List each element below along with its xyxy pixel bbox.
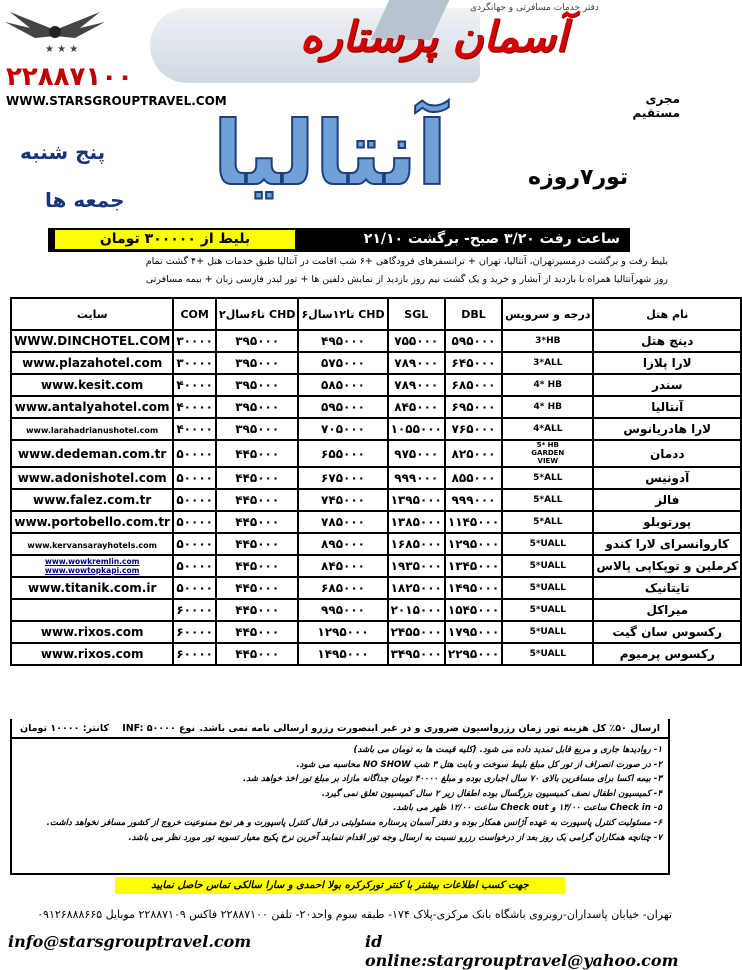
destination-title: آنتالیا xyxy=(212,102,448,205)
cell-dbl xyxy=(445,511,502,533)
hotel-website[interactable]: www.falez.com.tr xyxy=(33,493,152,507)
cell-value: 5*UALL xyxy=(529,627,567,637)
cell-dbl xyxy=(445,418,502,440)
cell-chd1 xyxy=(298,352,387,374)
cell-value: ۱۶۸۵۰۰۰ xyxy=(390,537,442,551)
cell-value: ۳۴۹۵۰۰۰ xyxy=(390,647,442,661)
header-sgl: SGL xyxy=(388,298,445,330)
cell-value: ۵۰۰۰۰ xyxy=(176,471,213,485)
cell-value: 5*ALL xyxy=(533,517,563,527)
cell-value: ۹۹۹۰۰۰ xyxy=(451,493,496,507)
cell-value: رکسوس سان گیت xyxy=(612,625,723,639)
cell-value: ۹۹۹۰۰۰ xyxy=(394,471,439,485)
note-item: ۲- در صورت انصراف از تور کل مبلغ بلیط سوخت و بابت هتل ۳ شب NO SHOW محاسبه می شود. xyxy=(296,759,662,770)
cell-sgl xyxy=(388,352,445,374)
cell-hotel xyxy=(593,374,741,396)
hotel-website[interactable]: www.larahadrianushotel.com xyxy=(26,426,159,435)
cell-value: ۷۶۵۰۰۰ xyxy=(451,422,496,436)
cell-chd1 xyxy=(298,489,387,511)
cell-sgl xyxy=(388,599,445,621)
cell-chd1 xyxy=(298,330,387,352)
cell-chd1 xyxy=(298,599,387,621)
cell-value: پورتوبلو xyxy=(643,515,692,529)
cell-value: ۷۸۹۰۰۰ xyxy=(394,378,439,392)
cell-site[interactable] xyxy=(11,374,173,396)
cell-hotel xyxy=(593,352,741,374)
table-row xyxy=(11,396,741,418)
cell-site[interactable] xyxy=(11,621,173,643)
cell-value: ۴۴۵۰۰۰ xyxy=(235,581,280,595)
cell-hotel xyxy=(593,396,741,418)
cell-chd1 xyxy=(298,621,387,643)
cell-value: ۶۰۰۰۰ xyxy=(176,647,213,661)
cell-com xyxy=(173,577,216,599)
cell-value: ۷۸۹۰۰۰ xyxy=(394,356,439,370)
table-header-row xyxy=(11,298,741,330)
header-grade: درجه و سرویس xyxy=(502,298,593,330)
cell-value: ۴۴۵۰۰۰ xyxy=(235,446,280,461)
cell-grade xyxy=(502,643,593,665)
cell-dbl xyxy=(445,330,502,352)
cell-value: رکسوس پرمیوم xyxy=(619,647,715,661)
hotel-website-link[interactable]: www.wowtopkapi.com xyxy=(44,566,140,575)
cell-site xyxy=(11,599,173,621)
cell-chd1 xyxy=(298,577,387,599)
cell-value: کاروانسرای لارا کندو xyxy=(605,537,730,551)
address-line: تهران- خیابان پاسداران-روبروی باشگاه بانک مرکزی-پلاک ۱۷۴- طبقه سوم واحد۲۰- تلفن ۲۲۸۸۷۱۰۰ فاکس ۲۲۸۸۷۱۰۹ موبایل ۰۹۱۲۶۸۸۸۶۶۵ xyxy=(37,908,672,921)
cell-hotel xyxy=(593,467,741,489)
note-item: ۷- چنانچه همکاران گرامی یک روز بعد از درخواست رزرو نسبت به ارسال وجه تور اقدام ننمایند آخرین نرخ پکیج معیار تسویه تور مورد نظر می باشد. xyxy=(128,832,662,843)
cell-value: 4*ALL xyxy=(533,424,563,434)
cell-value: ۶۹۵۰۰۰ xyxy=(451,400,496,414)
cell-sgl xyxy=(388,489,445,511)
cell-value: 5*UALL xyxy=(529,583,567,593)
cell-value: ۱۱۴۵۰۰۰ xyxy=(447,515,500,529)
hotel-website[interactable]: www.plazahotel.com xyxy=(22,356,163,370)
cell-value: دینچ هتل xyxy=(641,334,694,348)
table-row xyxy=(11,599,741,621)
cell-value: ۸۹۵۰۰۰ xyxy=(321,537,365,551)
cell-chd1 xyxy=(298,555,387,577)
cell-value: ۱۰۵۵۰۰۰ xyxy=(390,422,442,436)
cell-value: ۴۴۵۰۰۰ xyxy=(235,647,280,661)
cell-value: سندر xyxy=(651,378,683,392)
cell-value: ۴۹۵۰۰۰ xyxy=(321,334,365,348)
hotel-website[interactable]: www.titanik.com.ir xyxy=(27,581,157,595)
cell-grade xyxy=(502,418,593,440)
cell-value: 5* HB GARDEN VIEW xyxy=(531,441,565,465)
cell-value: ۲۴۵۵۰۰۰ xyxy=(390,625,442,639)
cell-value: ۵۰۰۰۰ xyxy=(176,581,213,595)
cell-dbl xyxy=(445,352,502,374)
cell-sgl xyxy=(388,467,445,489)
cell-chd2 xyxy=(216,330,298,352)
cell-site[interactable] xyxy=(11,577,173,599)
cell-value: فالز xyxy=(655,493,680,507)
cell-sgl xyxy=(388,330,445,352)
cell-sgl xyxy=(388,511,445,533)
cell-value: ۱۹۳۵۰۰۰ xyxy=(390,559,442,573)
cell-site[interactable] xyxy=(11,467,173,489)
cell-dbl xyxy=(445,643,502,665)
cell-value: ۶۴۵۰۰۰ xyxy=(451,356,496,370)
header-dbl: DBL xyxy=(445,298,502,330)
cell-hotel xyxy=(593,599,741,621)
cell-hotel xyxy=(593,577,741,599)
cell-com xyxy=(173,330,216,352)
agency-name: آسمان پرستاره xyxy=(300,12,568,61)
cell-hotel xyxy=(593,533,741,555)
cell-com xyxy=(173,374,216,396)
table-row xyxy=(11,330,741,352)
header-hotel: نام هتل xyxy=(593,298,741,330)
cell-site[interactable] xyxy=(11,396,173,418)
deposit-note-row xyxy=(10,719,670,739)
cell-value: ۱۴۹۵۰۰۰ xyxy=(447,581,500,595)
cell-chd2 xyxy=(216,533,298,555)
cell-chd2 xyxy=(216,467,298,489)
cell-com xyxy=(173,396,216,418)
cell-sgl xyxy=(388,621,445,643)
cell-value: ۷۸۵۰۰۰ xyxy=(321,515,365,529)
note-item: ۱- روادیدها جاری و مربع قابل تمدید داده می شود. (کلیه قیمت ها به تومان می باشد) xyxy=(353,745,662,755)
hotel-website[interactable]: WWW.DINCHOTEL.COM xyxy=(14,334,171,348)
cell-value: میراکل xyxy=(646,603,689,617)
hotel-website[interactable]: www.portobello.com.tr xyxy=(14,515,170,529)
cell-value: 5*UALL xyxy=(529,605,567,615)
cell-chd2 xyxy=(216,396,298,418)
cell-value: لارا پلازا xyxy=(642,356,692,370)
hotel-website[interactable]: www.rixos.com xyxy=(40,625,144,639)
cell-value: ۳۹۵۰۰۰ xyxy=(235,356,280,370)
cell-site[interactable] xyxy=(11,643,173,665)
cell-value: 5*UALL xyxy=(529,649,567,659)
cell-grade xyxy=(502,396,593,418)
cell-value: ۳۹۵۰۰۰ xyxy=(235,422,280,436)
table-row xyxy=(11,418,741,440)
cell-grade xyxy=(502,374,593,396)
cell-value: تایتانیک xyxy=(644,581,690,595)
stars-wings-logo-icon xyxy=(0,0,110,55)
cell-value: ۷۵۵۰۰۰ xyxy=(394,334,439,348)
cell-chd2 xyxy=(216,418,298,440)
cell-chd2 xyxy=(216,599,298,621)
direct-operator-label: مجری مستقیم xyxy=(632,92,680,120)
cell-value: 5*UALL xyxy=(529,539,567,549)
cell-value: ۱۲۹۵۰۰۰ xyxy=(447,537,500,551)
hotel-price-table xyxy=(10,297,742,666)
cell-chd1 xyxy=(298,533,387,555)
hotel-website[interactable]: www.rixos.com xyxy=(40,647,144,661)
table-row xyxy=(11,577,741,599)
cell-value: 5*ALL xyxy=(533,495,563,505)
cell-hotel xyxy=(593,643,741,665)
table-row xyxy=(11,533,741,555)
counter-note: کانتر: ۱۰۰۰۰ تومان xyxy=(20,723,109,734)
cell-grade xyxy=(502,352,593,374)
cell-value: ۴۴۵۰۰۰ xyxy=(235,537,280,551)
cell-chd2 xyxy=(216,577,298,599)
cell-site[interactable] xyxy=(11,555,173,577)
cell-value: ۱۴۹۵۰۰۰ xyxy=(317,647,369,661)
cell-site[interactable] xyxy=(11,489,173,511)
cell-com xyxy=(173,467,216,489)
cell-dbl xyxy=(445,555,502,577)
table-row xyxy=(11,511,741,533)
contact-info-bar: جهت کسب اطلاعات بیشتر با کنتر تورکرکره بولا احمدی و سارا سالکی تماس حاصل نمایید xyxy=(115,877,565,894)
note-item: ۴- کمیسیون اطفال نصف کمیسیون بزرگسال بوده اطفال زیر ۲ سال کمیسیون تعلق نمی گیرد. xyxy=(321,788,662,799)
cell-com xyxy=(173,511,216,533)
cell-value: ۱۸۲۵۰۰۰ xyxy=(390,581,442,595)
hotel-website[interactable]: www.adonishotel.com xyxy=(17,471,167,485)
cell-value: ۵۷۵۰۰۰ xyxy=(321,356,365,370)
cell-value: ۵۰۰۰۰ xyxy=(176,515,213,529)
cell-value: 4* HB xyxy=(533,380,563,390)
cell-com xyxy=(173,440,216,467)
cell-value: آنتالیا xyxy=(651,400,684,414)
cell-dbl xyxy=(445,621,502,643)
cell-grade xyxy=(502,533,593,555)
cell-hotel xyxy=(593,511,741,533)
header-site: سایت xyxy=(11,298,173,330)
inf-note: نوع INF: ۵۰۰۰۰ xyxy=(122,723,196,734)
table-row xyxy=(11,467,741,489)
cell-grade xyxy=(502,467,593,489)
cell-grade xyxy=(502,511,593,533)
cell-chd1 xyxy=(298,396,387,418)
cell-value: 4* HB xyxy=(533,402,563,412)
hotel-website[interactable]: www.kesit.com xyxy=(41,378,144,392)
cell-chd2 xyxy=(216,621,298,643)
cell-grade xyxy=(502,577,593,599)
cell-com xyxy=(173,418,216,440)
cell-value: ۴۴۵۰۰۰ xyxy=(235,515,280,529)
cell-sgl xyxy=(388,396,445,418)
cell-dbl xyxy=(445,374,502,396)
note-item: ۳- بیمه اکسا برای مسافرین بالای ۷۰ سال اجباری بوده و مبلغ ۴۰۰۰۰ تومان جداگانه مازاد بر مبلغ تور اخذ خواهد شد. xyxy=(243,774,662,785)
tour-duration: تور۷روزه xyxy=(528,165,629,190)
table-row xyxy=(11,643,741,665)
cell-hotel xyxy=(593,440,741,467)
cell-sgl xyxy=(388,643,445,665)
cell-grade xyxy=(502,489,593,511)
cell-chd2 xyxy=(216,511,298,533)
phone-number: ۲۲۸۸۷۱۰۰ xyxy=(6,62,133,92)
cell-value: 5*ALL xyxy=(533,473,563,483)
hotel-website-link[interactable]: www.wowkremlin.com xyxy=(44,557,140,566)
cell-value: ۶۰۰۰۰ xyxy=(176,625,213,639)
cell-value: ۱۳۴۵۰۰۰ xyxy=(447,559,500,573)
table-row xyxy=(11,440,741,467)
cell-value: 5*UALL xyxy=(529,561,567,571)
cell-chd2 xyxy=(216,374,298,396)
cell-site[interactable] xyxy=(11,533,173,555)
cell-sgl xyxy=(388,555,445,577)
cell-value: ۸۴۵۰۰۰ xyxy=(321,559,365,573)
description-line-2: روز شهرآنتالیا همراه با بازدید از آبشار و خرید و یک گشت نیم روز بازدید از نمایش دلفین ها + تور لیدر فارسی زبان + بیمه مسافرتی xyxy=(145,274,668,285)
cell-value: ۳۰۰۰۰ xyxy=(176,334,213,348)
hotel-website[interactable]: www.kervansarayhotels.com xyxy=(27,541,157,550)
cell-com xyxy=(173,599,216,621)
cell-value: ۸۲۵۰۰۰ xyxy=(451,446,496,461)
cell-grade xyxy=(502,330,593,352)
cell-value: ۶۸۵۰۰۰ xyxy=(451,378,496,392)
cell-com xyxy=(173,555,216,577)
cell-chd1 xyxy=(298,374,387,396)
cell-value: ۲۲۹۵۰۰۰ xyxy=(447,647,500,661)
cell-value: ۵۰۰۰۰ xyxy=(176,537,213,551)
cell-value: ۱۳۸۵۰۰۰ xyxy=(390,515,442,529)
cell-value: ۱۷۹۵۰۰۰ xyxy=(447,625,500,639)
cell-value: ۵۰۰۰۰ xyxy=(176,446,213,461)
cell-value: ۴۴۵۰۰۰ xyxy=(235,471,280,485)
cell-value: ۳۹۵۰۰۰ xyxy=(235,334,280,348)
cell-value: ۴۰۰۰۰ xyxy=(176,422,213,436)
ticket-price: بلیط از ۳۰۰۰۰۰ تومان xyxy=(55,230,295,249)
cell-dbl xyxy=(445,396,502,418)
departure-day-thursday: پنج شنبه xyxy=(20,140,106,164)
cell-value: ۸۴۵۰۰۰ xyxy=(394,400,439,414)
cell-value: ۴۰۰۰۰ xyxy=(176,400,213,414)
cell-com xyxy=(173,352,216,374)
cell-hotel xyxy=(593,418,741,440)
website-text: WWW.STARSGROUPTRAVEL.COM xyxy=(6,94,227,108)
cell-chd2 xyxy=(216,489,298,511)
cell-value: ۳۹۵۰۰۰ xyxy=(235,400,280,414)
note-item: ۵- Check in ساعت ۱۴/۰۰ و Check out ساعت ۱۲/۰۰ ظهر می باشد. xyxy=(393,803,662,814)
cell-value: ۶۷۵۰۰۰ xyxy=(321,471,365,485)
svg-text:★ ★ ★: ★ ★ ★ xyxy=(45,44,79,55)
cell-value: ۴۰۰۰۰ xyxy=(176,378,213,392)
agency-subtitle: دفتر خدمات مسافرتی و جهانگردی xyxy=(470,3,599,13)
cell-chd2 xyxy=(216,555,298,577)
cell-value: ۴۴۵۰۰۰ xyxy=(235,559,280,573)
inf-kids-note xyxy=(20,719,195,739)
cell-value: ۱۲۹۵۰۰۰ xyxy=(317,625,369,639)
cell-value: ۵۰۰۰۰ xyxy=(176,559,213,573)
cell-grade xyxy=(502,599,593,621)
cell-value: ۱۵۴۵۰۰۰ xyxy=(447,603,500,617)
cell-dbl xyxy=(445,599,502,621)
cell-value: ددمان xyxy=(649,446,685,461)
cell-dbl xyxy=(445,489,502,511)
cell-site[interactable] xyxy=(11,330,173,352)
cell-value: ۱۳۹۵۰۰۰ xyxy=(390,493,442,507)
cell-value: ۷۴۵۰۰۰ xyxy=(321,493,365,507)
cell-value: ۵۰۰۰۰ xyxy=(176,493,213,507)
yahoo-id[interactable]: id online:stargrouptravel@yahoo.com xyxy=(365,932,679,970)
cell-value: ۹۹۵۰۰۰ xyxy=(321,603,365,617)
cell-value: ۷۰۵۰۰۰ xyxy=(321,422,365,436)
departure-day-friday: جمعه ها xyxy=(45,188,125,212)
cell-value: لارا هادریانوس xyxy=(623,422,712,436)
cell-chd2 xyxy=(216,440,298,467)
cell-site[interactable] xyxy=(11,511,173,533)
cell-chd1 xyxy=(298,511,387,533)
cell-hotel xyxy=(593,555,741,577)
header-chd-2-6: ۲تا۶سال CHD xyxy=(216,298,298,330)
header-chd-6-12: ۶تا۱۲سال CHD xyxy=(298,298,387,330)
cell-value: ۴۴۵۰۰۰ xyxy=(235,493,280,507)
cell-value: ۶۸۵۰۰۰ xyxy=(321,581,365,595)
flight-times: ساعت رفت ۳/۲۰ صبح- برگشت ۲۱/۱۰ xyxy=(363,231,620,247)
cell-value: 3*HB xyxy=(535,336,561,346)
cell-chd2 xyxy=(216,643,298,665)
cell-site[interactable] xyxy=(11,440,173,467)
cell-dbl xyxy=(445,577,502,599)
cell-sgl xyxy=(388,533,445,555)
terms-notes xyxy=(10,739,670,875)
cell-sgl xyxy=(388,374,445,396)
cell-value: ۵۸۵۰۰۰ xyxy=(321,378,365,392)
cell-chd1 xyxy=(298,643,387,665)
cell-value: ۵۹۵۰۰۰ xyxy=(451,334,496,348)
cell-chd1 xyxy=(298,440,387,467)
cell-value: ۶۰۰۰۰ xyxy=(176,603,213,617)
cell-com xyxy=(173,621,216,643)
cell-com xyxy=(173,643,216,665)
table-row xyxy=(11,555,741,577)
cell-value: ۲۰۱۵۰۰۰ xyxy=(390,603,442,617)
cell-value: ۳۹۵۰۰۰ xyxy=(235,378,280,392)
deposit-note: ارسال ۵۰٪ کل هزینه تور زمان رزرواسیون ضروری و در غیر اینصورت رزرو ارسالی نامه نمی باشد. xyxy=(199,723,660,734)
cell-com xyxy=(173,533,216,555)
header xyxy=(0,0,680,118)
cell-grade xyxy=(502,555,593,577)
cell-grade xyxy=(502,621,593,643)
cell-dbl xyxy=(445,440,502,467)
table-row xyxy=(11,374,741,396)
cell-value: آدونیس xyxy=(645,471,690,485)
cell-site[interactable] xyxy=(11,352,173,374)
cell-sgl xyxy=(388,440,445,467)
cell-dbl xyxy=(445,467,502,489)
cell-value: کرملین و توپکاپی پالاس xyxy=(596,559,739,573)
cell-dbl xyxy=(445,533,502,555)
description-line-1: بلیط رفت و برگشت درمسیرتهران، آنتالیا، تهران + ترانسفرهای فرودگاهی +۶ شب اقامت در آنتالیا طبق خدمات هتل +۴ گشت تمام xyxy=(145,256,668,267)
cell-hotel xyxy=(593,621,741,643)
note-item: ۶- مسئولیت کنترل پاسپورت به عهده آژانس همکار بوده و دفتر آسمان پرستاره مسئولیتی در قبال کنترل پاسپورت و هر نوع ممنوعیت خروج از کشور مسافر نخواهد داشت. xyxy=(46,817,662,828)
hotel-website[interactable]: www.dedeman.com.tr xyxy=(18,446,167,461)
cell-value: ۸۵۵۰۰۰ xyxy=(451,471,496,485)
table-row xyxy=(11,489,741,511)
cell-chd1 xyxy=(298,418,387,440)
cell-sgl xyxy=(388,577,445,599)
cell-sgl xyxy=(388,418,445,440)
cell-value: ۴۴۵۰۰۰ xyxy=(235,625,280,639)
table-row xyxy=(11,621,741,643)
cell-value: ۴۴۵۰۰۰ xyxy=(235,603,280,617)
cell-value: 3*ALL xyxy=(533,358,563,368)
cell-value: ۵۹۵۰۰۰ xyxy=(321,400,365,414)
cell-hotel xyxy=(593,489,741,511)
hotel-website[interactable]: www.antalyahotel.com xyxy=(14,400,170,414)
cell-site[interactable] xyxy=(11,418,173,440)
cell-grade xyxy=(502,440,593,467)
cell-chd2 xyxy=(216,352,298,374)
cell-value: ۶۵۵۰۰۰ xyxy=(321,446,365,461)
cell-hotel xyxy=(593,330,741,352)
cell-value: ۹۷۵۰۰۰ xyxy=(394,446,439,461)
table-row xyxy=(11,352,741,374)
cell-value: ۳۰۰۰۰ xyxy=(176,356,213,370)
cell-com xyxy=(173,489,216,511)
cell-chd1 xyxy=(298,467,387,489)
header-com: COM xyxy=(173,298,216,330)
email-address[interactable]: info@starsgrouptravel.com xyxy=(8,932,252,951)
